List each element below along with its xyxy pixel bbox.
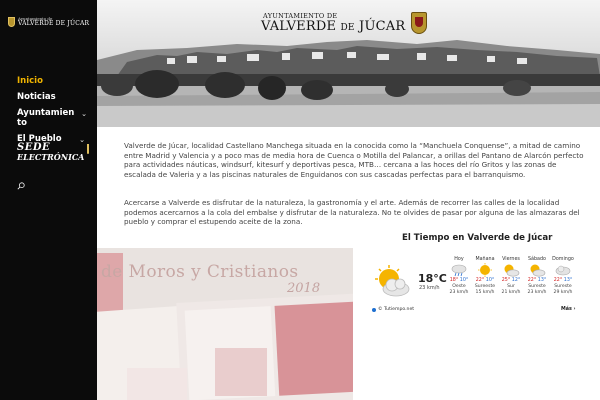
nav-label: El Pueblo xyxy=(17,134,62,144)
weather-title: El Tiempo en Valverde de Júcar xyxy=(402,233,553,243)
sede-line2: ELECTRÓNICA xyxy=(17,152,85,162)
weather-current xyxy=(372,264,447,304)
coat-of-arms-icon xyxy=(411,12,427,34)
nav-label: Ayuntamiento xyxy=(17,108,75,128)
festival-brochure-photo xyxy=(97,248,353,400)
weather-more-link[interactable]: Más › xyxy=(561,307,576,312)
forecast-day: Sábado 22° 13° Sureste 23 km/h xyxy=(527,257,547,295)
nav-item-ayuntamiento[interactable] xyxy=(17,108,87,128)
partly-cloudy-icon xyxy=(502,263,520,277)
cloud-icon xyxy=(554,263,572,277)
brochure-year: 2018 xyxy=(287,281,321,296)
hero-logo-line1: AYUNTAMIENTO DE xyxy=(263,12,338,21)
rain-cloud-icon xyxy=(450,263,468,277)
hero-logo[interactable] xyxy=(261,12,427,34)
current-wind: 23 km/h xyxy=(419,285,440,291)
nature-paragraph: Acercarse a Valverde es disfrutar de la naturaleza, la gastronomía y el arte. Además de recorrer las calles de la localidad podemos acercarnos a la cola del embalse y disfrutar de la naturaleza. No te olvides de pasar por alguna de las almazaras del pueblo y comprar el estupendo aceite de la zona. xyxy=(124,198,580,227)
sidebar-logo[interactable] xyxy=(8,12,90,32)
intro-paragraph: Valverde de Júcar, localidad Castellano Manchega situada en la conocida como la “Manchuela Conquense”, a mitad de camino entre Madrid y Valencia y a poco mas de media hora de Cuenca o Motilla del Palancar, a orillas del Pantano de Alarcón perfecto para actividades náuticas, windsurf, kitesurf y deportivas pesca, MTB… cercana a las hoces del río Gritos y las zonas de escalada de Valeria y a las piscinas naturales de Enguidanos con sus cascadas perfectas para el barranquismo. xyxy=(124,141,584,179)
nav-item-noticias[interactable] xyxy=(17,92,89,102)
weather-forecast xyxy=(446,256,576,310)
partly-cloudy-icon xyxy=(528,263,546,277)
forecast-day: Domingo 22° 13° Sureste 29 km/h xyxy=(552,257,574,295)
brochure-title: de Moros y Cristianos xyxy=(101,262,299,282)
nav-item-inicio[interactable] xyxy=(17,76,89,86)
nav-label: Inicio xyxy=(17,76,43,86)
weather-credit-link[interactable]: © Tutiempo.net xyxy=(372,307,414,312)
chevron-down-icon: ⌄ xyxy=(81,110,87,118)
sede-line1: SEDE xyxy=(17,142,51,153)
partly-cloudy-icon xyxy=(372,264,414,300)
coat-of-arms-icon xyxy=(8,17,15,27)
hero-logo-line2: VALVERDE DE JÚCAR xyxy=(261,18,406,34)
search-icon[interactable] xyxy=(17,182,25,190)
forecast-day: Viernes 25° 12° Sur 21 km/h xyxy=(501,257,521,295)
chevron-down-icon: ⌄ xyxy=(79,136,85,144)
sidebar xyxy=(0,0,97,400)
current-temperature: 18°C xyxy=(418,272,447,285)
forecast-day: Mañana 22° 10° Sureeste 15 km/h xyxy=(474,257,496,295)
forecast-day: Hoy 18° 10° Oeste 23 km/h xyxy=(449,257,469,295)
sede-electronica-link[interactable] xyxy=(17,143,87,161)
hero-banner xyxy=(97,0,600,127)
coat-of-arms-icon xyxy=(87,144,89,154)
nav-label: Noticias xyxy=(17,92,56,102)
tutiempo-logo-icon xyxy=(372,308,376,312)
logo-line1: Ayuntamiento de xyxy=(18,16,53,21)
main-nav xyxy=(17,76,89,150)
sun-icon xyxy=(476,263,494,277)
logo-line2: VALVERDE DE JÚCAR xyxy=(18,20,90,27)
